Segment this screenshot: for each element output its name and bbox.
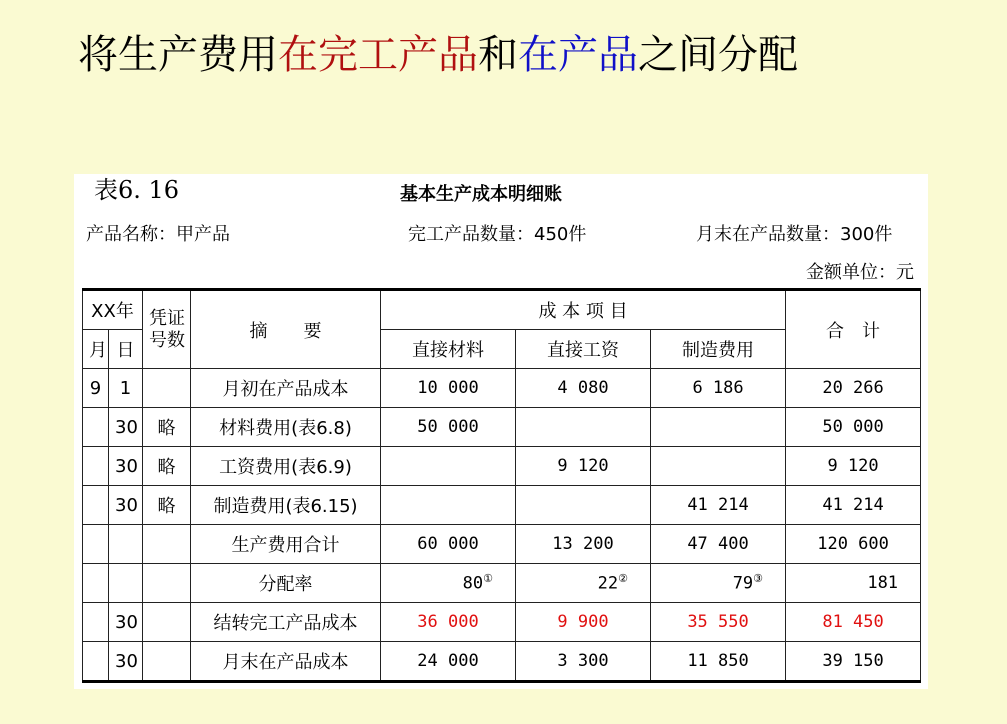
rate-labor: 22 xyxy=(597,573,619,594)
cell-summary: 结转完工产品成本 xyxy=(191,603,381,642)
cell-labor xyxy=(516,486,651,525)
title-part-1: 将生产费用 xyxy=(78,32,278,78)
cell-voucher xyxy=(143,525,191,564)
cell-voucher xyxy=(143,369,191,408)
cell-material: 10 000 xyxy=(381,369,516,408)
cell-material: 50 000 xyxy=(381,408,516,447)
cell-overhead: 41 214 xyxy=(651,486,786,525)
cell-overhead xyxy=(651,564,786,603)
title-part-3: 和 xyxy=(478,32,518,78)
cell-month xyxy=(83,642,109,682)
cell-month xyxy=(83,525,109,564)
cell-summary: 制造费用(表6.15) xyxy=(191,486,381,525)
amount-unit: 金额单位：元 xyxy=(806,262,914,283)
cell-summary: 材料费用(表6.8) xyxy=(191,408,381,447)
table-row xyxy=(83,525,921,564)
table-row xyxy=(83,486,921,525)
table-row xyxy=(83,369,921,408)
ledger-panel xyxy=(74,174,928,689)
note-1: ① xyxy=(483,572,494,586)
cell-day xyxy=(109,525,143,564)
header-day: 日 xyxy=(109,330,143,369)
rate-material: 80 xyxy=(462,573,484,594)
cell-day: 30 xyxy=(109,408,143,447)
page-title xyxy=(78,26,798,84)
cell-voucher xyxy=(143,603,191,642)
cell-voucher: 略 xyxy=(143,408,191,447)
wip-quantity: 月末在产品数量：300件 xyxy=(696,224,893,245)
cell-material xyxy=(381,486,516,525)
cell-day: 30 xyxy=(109,642,143,682)
header-row-1 xyxy=(83,290,921,330)
cell-day: 30 xyxy=(109,447,143,486)
cell-total: 9 120 xyxy=(786,447,921,486)
header-month: 月 xyxy=(83,330,109,369)
title-part-5: 之间分配 xyxy=(638,32,798,78)
cell-summary: 生产费用合计 xyxy=(191,525,381,564)
table-row xyxy=(83,603,921,642)
cell-labor xyxy=(516,408,651,447)
cell-month xyxy=(83,447,109,486)
table-label: 表6. 16 xyxy=(94,176,180,204)
header-total: 合 计 xyxy=(786,290,921,369)
rate-overhead: 79 xyxy=(732,573,754,594)
cell-day: 30 xyxy=(109,486,143,525)
cell-day xyxy=(109,564,143,603)
cell-labor: 13 200 xyxy=(516,525,651,564)
note-3: ③ xyxy=(753,572,764,586)
table-row xyxy=(83,564,921,603)
cell-month xyxy=(83,564,109,603)
table-row xyxy=(83,447,921,486)
cell-material xyxy=(381,564,516,603)
cell-voucher: 略 xyxy=(143,486,191,525)
note-2: ② xyxy=(618,572,629,586)
header-voucher xyxy=(143,290,191,369)
cell-overhead: 11 850 xyxy=(651,642,786,682)
cell-overhead: 35 550 xyxy=(651,603,786,642)
product-name: 产品名称：甲产品 xyxy=(86,224,230,245)
cell-total: 81 450 xyxy=(786,603,921,642)
cell-labor: 9 120 xyxy=(516,447,651,486)
header-voucher-line2: 号数 xyxy=(149,329,186,351)
cell-summary: 工资费用(表6.9) xyxy=(191,447,381,486)
header-summary: 摘 要 xyxy=(191,290,381,369)
title-part-2: 在完工产品 xyxy=(278,32,478,78)
cell-total: 39 150 xyxy=(786,642,921,682)
ledger-table xyxy=(82,288,921,683)
title-part-4: 在产品 xyxy=(518,32,638,78)
cell-month xyxy=(83,408,109,447)
cell-material: 60 000 xyxy=(381,525,516,564)
header-labor: 直接工资 xyxy=(516,330,651,369)
header-voucher-line1: 凭证 xyxy=(149,307,186,329)
cell-month: 9 xyxy=(83,369,109,408)
table-row xyxy=(83,408,921,447)
cell-summary: 月末在产品成本 xyxy=(191,642,381,682)
cell-voucher: 略 xyxy=(143,447,191,486)
header-material: 直接材料 xyxy=(381,330,516,369)
cell-material: 36 000 xyxy=(381,603,516,642)
header-year: XX年 xyxy=(83,290,143,330)
cell-overhead xyxy=(651,408,786,447)
cell-voucher xyxy=(143,564,191,603)
cell-summary: 分配率 xyxy=(191,564,381,603)
ledger-title: 基本生产成本明细账 xyxy=(400,184,562,205)
cell-day: 30 xyxy=(109,603,143,642)
cell-labor: 3 300 xyxy=(516,642,651,682)
cell-total: 120 600 xyxy=(786,525,921,564)
cell-labor xyxy=(516,564,651,603)
cell-labor: 4 080 xyxy=(516,369,651,408)
cell-overhead: 47 400 xyxy=(651,525,786,564)
header-cost-items: 成 本 项 目 xyxy=(381,290,786,330)
table-row xyxy=(83,642,921,682)
header-overhead: 制造费用 xyxy=(651,330,786,369)
finished-quantity: 完工产品数量：450件 xyxy=(408,224,587,245)
cell-total: 41 214 xyxy=(786,486,921,525)
cell-month xyxy=(83,486,109,525)
cell-labor: 9 900 xyxy=(516,603,651,642)
cell-overhead xyxy=(651,447,786,486)
cell-material xyxy=(381,447,516,486)
cell-month xyxy=(83,603,109,642)
cell-overhead: 6 186 xyxy=(651,369,786,408)
cell-total: 20 266 xyxy=(786,369,921,408)
cell-total: 181 xyxy=(786,564,921,603)
cell-total: 50 000 xyxy=(786,408,921,447)
cell-material: 24 000 xyxy=(381,642,516,682)
cell-voucher xyxy=(143,642,191,682)
cell-summary: 月初在产品成本 xyxy=(191,369,381,408)
cell-day: 1 xyxy=(109,369,143,408)
